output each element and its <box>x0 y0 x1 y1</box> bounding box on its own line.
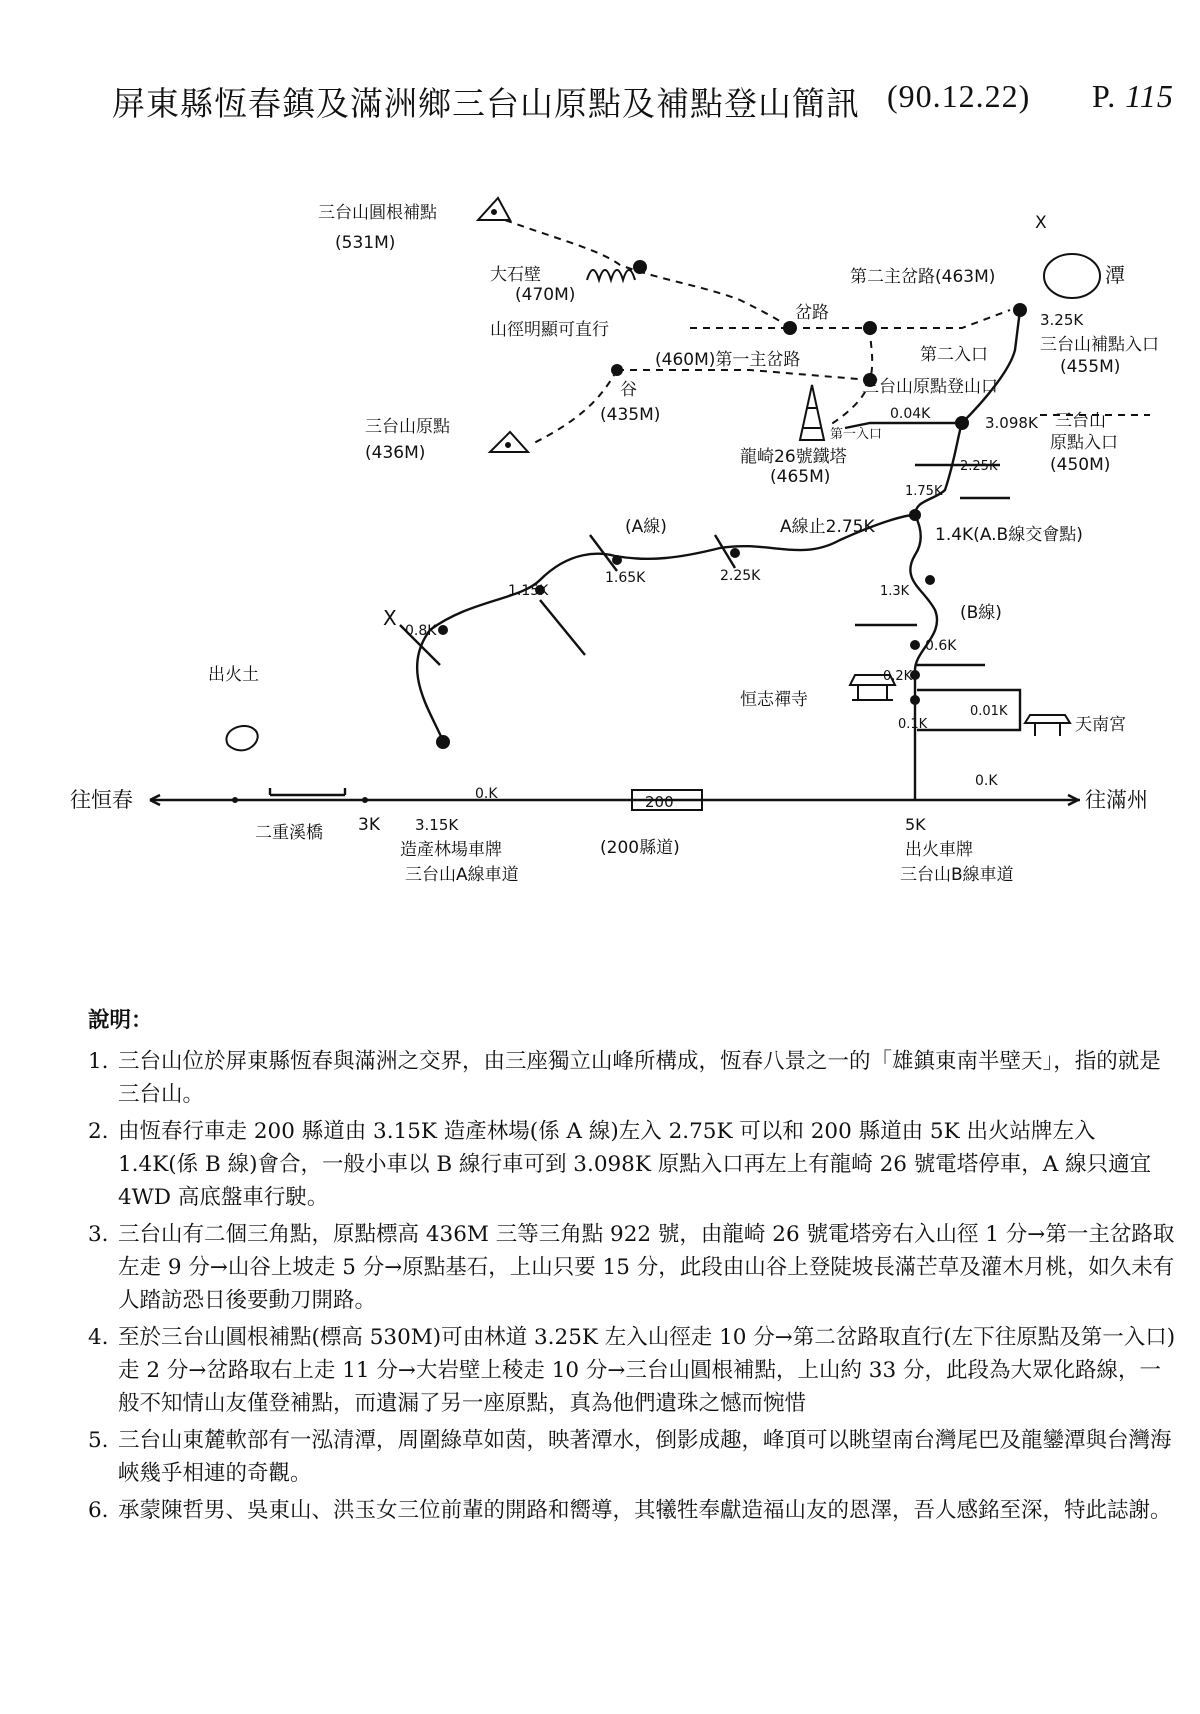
note-text: 至於三台山圓根補點(標高 530M)可由林道 3.25K 左入山徑走 10 分→第二岔路取直行(左下往原點及第一入口)走 2 分→岔路取右上走 11 分→大岩壁上稜走 10 分→三台山圓根補點，上山約 33 分，此段為大眾化路線，一般不知情山友僅登補點，而遺漏了另一座原點，真為他們遺珠之憾而惋惜 <box>118 1325 1176 1416</box>
note-text: 三台山東麓軟部有一泓清潭，周圍綠草如茵，映著潭水，倒影成趣，峰頂可以眺望南台灣尾巴及龍鑾潭與台灣海峽幾乎相連的奇觀。 <box>118 1428 1172 1486</box>
tower-icon <box>800 385 824 440</box>
label-fork: 岔路 <box>795 303 829 323</box>
node-road-b <box>362 797 368 803</box>
note-item <box>88 1045 1178 1111</box>
note-number: 1. <box>88 1049 109 1074</box>
note-item <box>88 1115 1178 1214</box>
label-dist-175: 1.75K <box>905 484 943 499</box>
label-line-b: (B線) <box>960 603 1002 623</box>
node-0-8 <box>438 625 448 635</box>
mark-x-left: X <box>383 606 397 630</box>
label-pond: 潭 <box>1105 263 1125 287</box>
label-a-start-zero: 0.K <box>475 786 498 802</box>
label-peak-sub: 三台山圓根補點 <box>318 203 437 223</box>
page-prefix: P. <box>1092 78 1117 114</box>
label-orig-entrance-elev: (450M) <box>1050 455 1111 475</box>
label-orig-entrance2: 原點入口 <box>1050 433 1118 453</box>
note-item <box>88 1494 1178 1527</box>
label-first-entrance: 第一入口 <box>830 427 883 442</box>
notes-section <box>88 1004 1178 1531</box>
trail-to-sub-peak <box>505 220 790 328</box>
label-b-start-name2: 三台山B線車道 <box>900 865 1014 885</box>
label-tower: 龍崎26號鐵塔 <box>740 447 847 467</box>
label-county-road: (200縣道) <box>600 838 680 858</box>
node-sub-entrance <box>1013 303 1027 317</box>
label-temple1: 恒志禪寺 <box>740 690 808 710</box>
label-line-a: (A線) <box>625 517 667 537</box>
label-dist-165: 1.65K <box>605 570 646 586</box>
note-text: 三台山有二個三角點，原點標高 436M 三等三角點 922 號，由龍崎 26 號電塔旁右入山徑 1 分→第一主岔路取左走 9 分→山谷上坡走 5 分→原點基石，上山只要 15 分，此段由山谷上登陡坡長滿芒草及灌木月桃，如久未有人踏訪恐日後要動刀開路。 <box>118 1222 1175 1313</box>
label-to-hengchun: 往恒春 <box>70 788 133 812</box>
trail-first-fork <box>617 370 870 380</box>
bridge-shape <box>270 788 345 795</box>
label-dist-115: 1.15K <box>508 583 549 599</box>
trail-map <box>0 170 1200 930</box>
page-number: 115 <box>1125 78 1174 114</box>
note-item <box>88 1321 1178 1420</box>
label-b-start-zero: 0.K <box>975 773 998 789</box>
document-title: 屏東縣恆春鎮及滿洲鄉三台山原點及補點登山簡訊 <box>112 84 860 123</box>
label-big-rock: 大石壁 <box>490 265 541 285</box>
label-dist-02: 0.2K <box>883 669 913 684</box>
rock-wall-icon <box>587 270 635 280</box>
note-text: 承蒙陳哲男、吳東山、洪玉女三位前輩的開路和嚮導，其犧牲奉獻造福山友的恩澤，吾人感銘至深，特此誌謝。 <box>118 1498 1172 1523</box>
page-header <box>112 78 1174 125</box>
label-sub-entrance: 三台山補點入口 <box>1040 335 1159 355</box>
note-text: 三台山位於屏東縣恆春與滿洲之交界，由三座獨立山峰所構成，恆春八景之一的「雄鎮東南半壁天」，指的就是三台山。 <box>118 1049 1161 1107</box>
label-road-sign: 200 <box>645 793 674 811</box>
label-dist-13: 1.3K <box>880 584 910 599</box>
node-b-01 <box>910 695 920 705</box>
trig-orig-icon <box>490 432 528 452</box>
node-a-start <box>436 735 450 749</box>
label-dist-01: 0.1K <box>898 717 928 732</box>
line-b-route <box>910 423 962 800</box>
note-number: 4. <box>88 1325 109 1350</box>
label-a-start-name2: 三台山A線車道 <box>405 865 519 885</box>
label-valley: 谷 <box>620 380 637 400</box>
label-b-start-dist: 5K <box>905 815 926 834</box>
notes-title: 說明： <box>88 1008 153 1033</box>
fire-soil-icon <box>226 726 257 750</box>
label-peak-orig: 三台山原點 <box>365 417 450 437</box>
label-tower-elev: (465M) <box>770 467 831 487</box>
label-valley-elev: (435M) <box>600 405 661 425</box>
note-number: 6. <box>88 1498 109 1523</box>
label-dist-225b: 2.25K <box>720 568 761 584</box>
pond-icon <box>1044 254 1100 298</box>
label-second-fork: 第二主岔路(463M) <box>850 267 996 287</box>
label-dist-3k: 3K <box>358 815 380 835</box>
forest-road <box>962 310 1020 423</box>
label-dist-225: 2.25K <box>960 459 998 474</box>
label-sub-entrance-dist: 3.25K <box>1040 311 1084 329</box>
label-first-fork: (460M)第一主岔路 <box>655 350 801 370</box>
node-b-06 <box>910 640 920 650</box>
node-second-fork <box>863 321 877 335</box>
note-item <box>88 1424 1178 1490</box>
note-text: 由恆春行車走 200 縣道由 3.15K 造產林場(係 A 線)左入 2.75K 可以和 200 縣道由 5K 出火站牌左入 1.4K(係 B 線)會合，一般小車以 B 線行車可到 3.098K 原點入口再左上有龍崎 26 號電塔停車，A 線只適宜 4WD 高底盤車行駛。 <box>118 1119 1152 1210</box>
label-a-start-dist: 3.15K <box>415 816 459 834</box>
label-orig-trailhead: 三台山原點登山口 <box>862 377 998 397</box>
note-number: 3. <box>88 1222 109 1247</box>
node-fork <box>783 321 797 335</box>
label-b-start-name: 出火車牌 <box>905 840 973 860</box>
label-to-manzhou: 往滿州 <box>1085 788 1148 812</box>
label-junction: 1.4K(A.B線交會點) <box>935 525 1083 545</box>
temple2-icon <box>1025 715 1070 736</box>
label-second-entrance: 第二入口 <box>920 345 988 365</box>
line-a-route <box>417 515 915 741</box>
label-dist-06: 0.6K <box>925 638 957 654</box>
label-dist-001: 0.01K <box>970 704 1008 719</box>
node-orig-entrance <box>955 416 969 430</box>
note-number: 2. <box>88 1119 109 1144</box>
node-1-65 <box>612 555 622 565</box>
label-fire-soil: 出火土 <box>208 665 259 685</box>
note-item <box>88 1218 1178 1317</box>
node-line-a-end <box>909 509 921 521</box>
label-line-a-end: A線止2.75K <box>780 517 875 537</box>
document-date: (90.12.22) <box>887 78 1031 114</box>
label-bridge: 二重溪橋 <box>255 823 323 843</box>
label-peak-sub-elev: (531M) <box>335 233 396 253</box>
page-label <box>1092 78 1174 115</box>
label-big-rock-elev: (470M) <box>515 285 576 305</box>
label-temple2: 天南宮 <box>1075 715 1126 735</box>
label-dist-004: 0.04K <box>890 406 931 422</box>
node-valley <box>611 364 623 376</box>
node-2-25 <box>730 548 740 558</box>
mark-x-top: X <box>1035 213 1047 233</box>
label-orig-entrance-dist: 3.098K <box>985 414 1038 432</box>
label-peak-orig-elev: (436M) <box>365 443 426 463</box>
notes-list <box>88 1045 1178 1527</box>
node-big-rock <box>633 260 647 274</box>
label-trail-straight: 山徑明顯可直行 <box>490 320 609 340</box>
node-b-13 <box>925 575 935 585</box>
node-road-a <box>232 797 238 803</box>
label-dist-08: 0.8K <box>405 623 437 639</box>
label-sub-entrance-elev: (455M) <box>1060 357 1121 377</box>
label-a-start-name: 造產林場車牌 <box>400 840 502 860</box>
label-orig-entrance: 三台山 <box>1055 411 1106 431</box>
note-number: 5. <box>88 1428 109 1453</box>
